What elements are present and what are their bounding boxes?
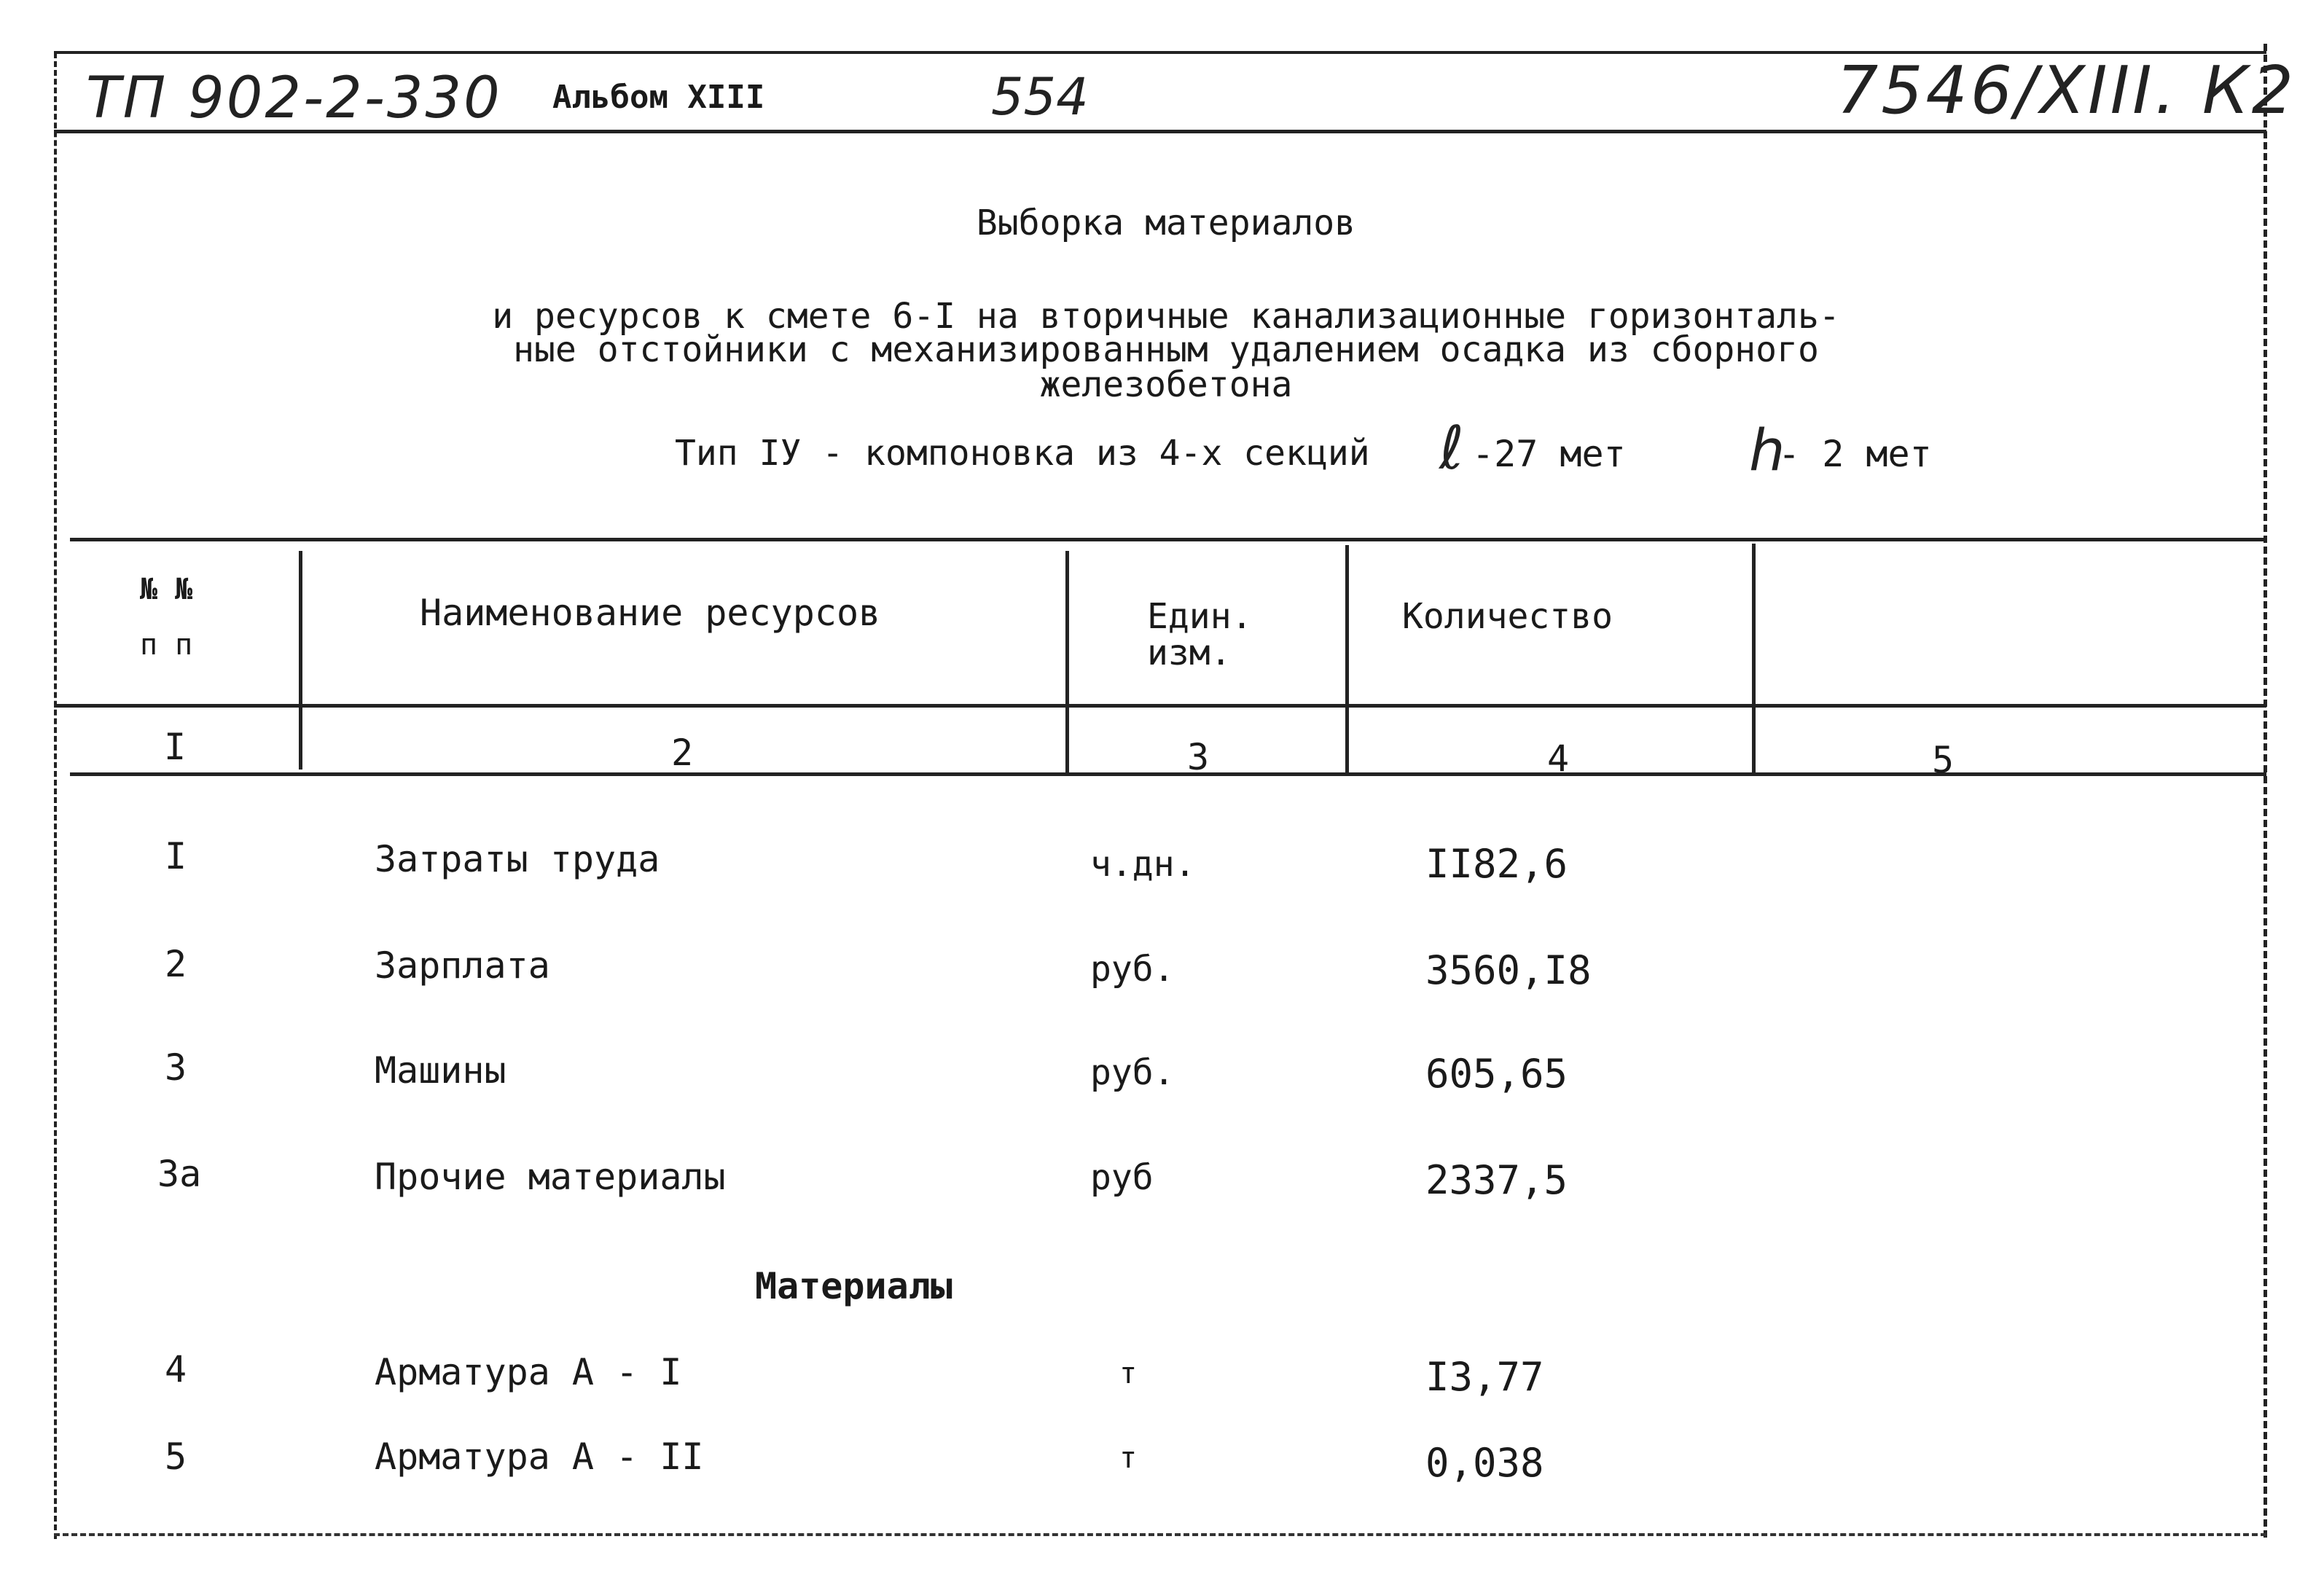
table-row: [70, 928, 2256, 994]
row-name: Арматура А - II: [375, 1436, 704, 1478]
height-value: - 2 мет: [1778, 433, 1932, 475]
frame-right-border: [2264, 44, 2267, 1538]
length-symbol: ℓ: [1439, 414, 1464, 483]
album-label: Альбом XIII: [552, 79, 765, 116]
table-row: [70, 1425, 2256, 1491]
type-description: Тип IУ - компоновка из 4-х секций: [675, 433, 1370, 474]
row-name: Арматура А - I: [375, 1351, 682, 1393]
row-number: 2: [165, 943, 187, 985]
header-unit-line-2: изм.: [1147, 633, 1232, 673]
table-row: [70, 1341, 2256, 1406]
row-unit: руб.: [1090, 1052, 1175, 1093]
table-divider-2: [1065, 551, 1069, 772]
height-symbol: h: [1749, 418, 1785, 484]
row-unit: руб: [1090, 1157, 1154, 1198]
project-code: ТП 902-2-330: [86, 66, 502, 131]
title-line-3: ные отстойники с механизированным удалением осадка из сборного: [513, 329, 1819, 370]
row-quantity: I3,77: [1425, 1354, 1544, 1400]
table-row: [70, 1033, 2256, 1099]
row-unit: ч.дн.: [1090, 844, 1196, 885]
row-number: 3: [165, 1046, 187, 1089]
row-quantity: 605,65: [1425, 1051, 1568, 1097]
table-divider-1: [299, 551, 302, 770]
row-name: Затраты труда: [375, 838, 660, 880]
sheet-number: 554: [991, 67, 1089, 127]
column-number-3: 3: [1186, 736, 1210, 778]
table-header-line: [54, 704, 2266, 708]
header-num-line-2: п п: [140, 628, 193, 662]
row-number: 4: [165, 1348, 187, 1390]
column-number-5: 5: [1931, 739, 1955, 781]
header-num-line-1: № №: [140, 573, 193, 606]
row-unit: руб.: [1090, 949, 1175, 990]
table-row: [70, 1138, 2256, 1204]
row-unit: т: [1119, 1357, 1138, 1390]
table-top-line: [70, 538, 2264, 541]
frame-bottom-border: [54, 1533, 2266, 1536]
row-name: Зарплата: [375, 944, 550, 987]
table-divider-4: [1752, 544, 1756, 772]
title-line-1: Выборка материалов: [976, 203, 1356, 243]
title-line-4: железобетона: [1039, 364, 1293, 405]
inventory-number: 7546/XIII. К2: [1836, 52, 2297, 129]
column-number-1: I: [163, 726, 187, 768]
header-name: Наименование ресурсов: [420, 592, 881, 634]
row-number: 3а: [157, 1153, 202, 1195]
row-number: 5: [165, 1436, 187, 1478]
row-name: Прочие материалы: [375, 1156, 726, 1198]
row-quantity: 0,038: [1425, 1440, 1544, 1486]
table-divider-3: [1345, 545, 1349, 772]
row-quantity: 3560,I8: [1425, 947, 1592, 993]
table-row: [70, 823, 2256, 889]
row-number: I: [165, 835, 187, 877]
frame-left-border: [54, 52, 57, 1539]
length-value: -27 мет: [1472, 433, 1626, 475]
row-unit: т: [1119, 1441, 1138, 1475]
column-number-4: 4: [1546, 737, 1570, 780]
header-quantity: Количество: [1402, 596, 1613, 637]
title-line-2: и ресурсов к смете 6-I на вторичные канализационные горизонталь-: [492, 296, 1840, 337]
row-quantity: 2337,5: [1425, 1157, 1568, 1203]
column-number-2: 2: [670, 732, 694, 774]
header-unit-line-1: Един.: [1147, 596, 1253, 637]
row-name: Машины: [375, 1049, 506, 1092]
row-quantity: II82,6: [1425, 841, 1568, 887]
section-title-materials: Материалы: [755, 1265, 952, 1307]
